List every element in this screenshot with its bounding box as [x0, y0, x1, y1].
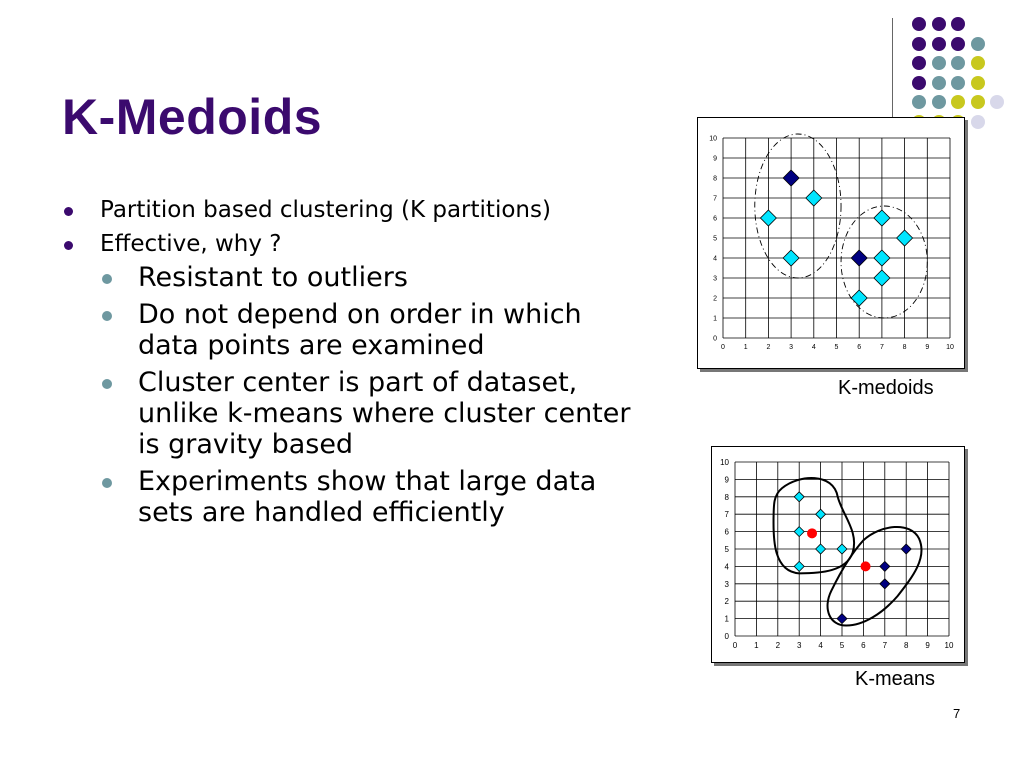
y-tick-label: 9	[713, 155, 717, 163]
x-tick-label: 2	[766, 344, 771, 351]
y-tick-label: 5	[724, 545, 729, 554]
x-tick-label: 0	[721, 344, 725, 351]
decorative-dot	[912, 76, 926, 90]
decorative-dot	[971, 76, 985, 90]
y-tick-label: 6	[713, 215, 717, 223]
y-tick-label: 2	[724, 597, 729, 607]
x-tick-label: 0	[732, 641, 738, 650]
y-tick-label: 4	[724, 562, 729, 572]
x-tick-label: 5	[839, 641, 845, 650]
y-tick-label: 3	[724, 579, 729, 589]
decorative-dot	[971, 95, 985, 109]
decorative-dot	[990, 95, 1004, 109]
decorative-dot	[912, 56, 926, 70]
x-tick-label: 9	[925, 344, 930, 351]
y-tick-label: 8	[724, 492, 729, 502]
y-tick-label: 1	[724, 614, 729, 624]
x-tick-label: 10	[946, 344, 954, 351]
x-tick-label: 5	[834, 344, 839, 351]
data-point	[806, 190, 822, 206]
x-tick-label: 10	[944, 641, 954, 650]
decorative-dot	[932, 76, 946, 90]
x-tick-label: 6	[861, 641, 866, 650]
kmedoids-caption: K-medoids	[838, 377, 934, 399]
centroid-point	[861, 561, 871, 571]
x-tick-label: 1	[743, 344, 748, 351]
y-tick-label: 1	[713, 315, 717, 323]
decorative-dot	[951, 95, 965, 109]
data-point	[901, 544, 911, 554]
kmedoids-chart-frame	[697, 117, 965, 369]
data-point	[874, 210, 890, 226]
x-tick-label: 1	[754, 641, 759, 650]
divider-line	[892, 18, 893, 118]
y-tick-label: 0	[713, 335, 717, 343]
data-point	[816, 544, 826, 554]
page-number: 7	[953, 706, 961, 721]
y-tick-label: 3	[713, 275, 717, 283]
x-tick-label: 7	[879, 344, 884, 351]
decorative-dot	[971, 37, 985, 51]
y-tick-label: 7	[724, 510, 729, 520]
sub-bullet-item: Do not depend on order in which data points are examined	[98, 299, 632, 361]
kmeans-scatter-chart	[712, 447, 964, 662]
sub-bullet-list	[100, 262, 632, 528]
x-tick-label: 4	[811, 344, 816, 351]
data-point	[794, 527, 804, 537]
data-point	[783, 250, 799, 266]
data-point	[794, 492, 804, 502]
x-tick-label: 2	[775, 641, 781, 650]
centroid-point	[807, 528, 817, 538]
x-tick-label: 3	[789, 344, 794, 351]
medoid-point	[851, 250, 867, 266]
decorative-dot	[932, 37, 946, 51]
y-tick-label: 0	[724, 632, 729, 641]
bullet-item: Effective, why ? Resistant to outliers Do not depend on order in which data points are examined Cluster center is part of dataset, unlike k-means where cluster center is gravity based Experiments show that large data sets are handled efficiently	[62, 230, 632, 528]
data-point	[897, 230, 913, 246]
x-tick-label: 8	[902, 344, 907, 351]
kmeans-caption: K-means	[855, 668, 936, 690]
decorative-dot	[912, 95, 926, 109]
y-tick-label: 7	[713, 195, 717, 203]
data-point	[851, 290, 867, 306]
y-tick-label: 2	[713, 295, 717, 303]
decorative-dot	[951, 17, 965, 31]
y-tick-label: 10	[720, 458, 729, 467]
x-tick-label: 4	[818, 641, 823, 650]
bullet-list	[62, 196, 632, 534]
x-tick-label: 9	[925, 641, 930, 650]
y-tick-label: 8	[713, 175, 717, 183]
x-tick-label: 8	[903, 641, 909, 650]
sub-bullet-item: Experiments show that large data sets are handled efficiently	[98, 466, 632, 528]
sub-bullet-item: Cluster center is part of dataset, unlike k-means where cluster center is gravity based	[98, 367, 632, 460]
data-point	[880, 579, 890, 589]
x-tick-label: 3	[796, 641, 802, 650]
decorative-dot	[912, 37, 926, 51]
sub-bullet-item: Resistant to outliers	[98, 262, 632, 293]
decorative-dot	[932, 95, 946, 109]
medoid-point	[783, 170, 799, 186]
slide-title: K-Medoids	[62, 89, 323, 145]
decorative-dot	[971, 115, 985, 129]
y-tick-label: 9	[724, 475, 729, 485]
decorative-dot	[912, 17, 926, 31]
y-tick-label: 6	[724, 527, 729, 537]
y-tick-label: 5	[713, 235, 717, 243]
bullet-item: Partition based clustering (K partitions)	[62, 196, 632, 224]
data-point	[837, 614, 847, 624]
decorative-dot	[951, 76, 965, 90]
decorative-dot	[932, 56, 946, 70]
data-point	[880, 561, 890, 571]
decorative-dot	[951, 56, 965, 70]
kmedoids-scatter-chart	[698, 118, 964, 368]
data-point	[837, 544, 847, 554]
decorative-dot	[932, 17, 946, 31]
data-point	[874, 270, 890, 286]
data-point	[874, 250, 890, 266]
data-point	[760, 210, 776, 226]
data-point	[816, 509, 826, 519]
data-point	[794, 561, 804, 571]
x-tick-label: 6	[857, 344, 862, 351]
x-tick-label: 7	[882, 641, 888, 650]
decorative-dot	[951, 37, 965, 51]
decorative-dot	[971, 56, 985, 70]
y-tick-label: 4	[713, 255, 717, 263]
kmeans-chart-frame	[711, 446, 965, 663]
y-tick-label: 10	[709, 135, 717, 143]
